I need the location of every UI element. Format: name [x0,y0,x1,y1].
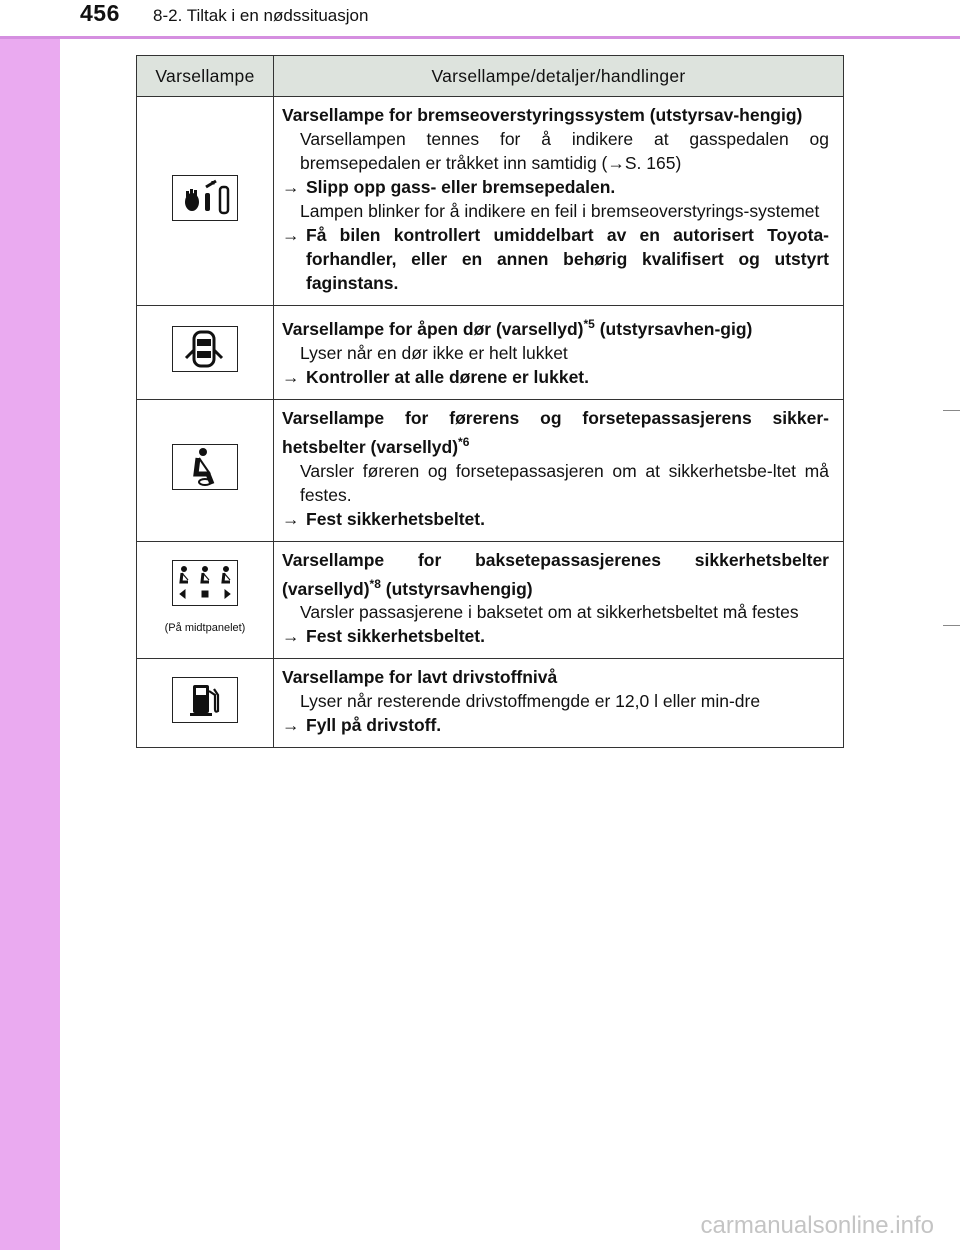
margin-tick [943,410,960,411]
action-text: Få bilen kontrollert umiddelbart av en autorisert Toyota-forhandler, eller en annen behørig kvalifisert og utstyrt faginstans. [306,225,829,293]
table-row [137,541,844,659]
rear-seatbelt-icon [172,560,238,612]
warning-description: Varsellampen tennes for å indikere at gasspedalen og bremsepedalen er tråkket inn samtidig (→S. 165) [300,129,829,173]
action-instruction [282,624,829,648]
warning-title-text: Varsellampe for førerens og forsetepassasjerens sikker-hetsbelter (varsellyd) [282,407,829,457]
warning-title-suffix: (utstyrsavhengig) [380,578,533,599]
footnote-ref: *8 [369,576,381,591]
table-row [137,399,844,541]
arrow-right-icon: → [282,366,300,387]
warning-details-cell [274,97,844,306]
seatbelt-icon [172,444,238,496]
section-title: 8-2. Tiltak i en nødssituasjon [153,6,369,25]
footnote-ref: *5 [583,317,595,331]
warning-title-text: Varsellampe for bremseoverstyringssystem (utstyrsav-hengig) [282,105,803,125]
action-text: Kontroller at alle dørene er lukket. [306,366,589,387]
arrow-right-icon: → [282,177,300,197]
warning-description: Varsler føreren og forsetepassasjeren om at sikkerhetsbe-ltet må festes. [300,460,829,505]
warning-title [282,548,829,601]
warning-details-cell [274,659,844,748]
warning-title-text: Varsellampe for åpen dør (varsellyd) [282,318,584,339]
warning-title-text: Varsellampe for baksetepassasjerenes sikkerhetsbelter (varsellyd) [282,549,829,599]
brake-override-icon [172,175,238,227]
warning-details-cell [274,306,844,400]
arrow-right-icon: → [282,715,300,736]
warning-details-cell [274,399,844,541]
arrow-right-icon: → [282,626,300,647]
footnote-ref: *6 [458,434,470,449]
action-instruction [282,175,829,199]
table-header-row [137,56,844,97]
col-header-details: Varsellampe/detaljer/handlinger [274,56,844,97]
open-door-icon [172,326,238,378]
action-text: Fest sikkerhetsbeltet. [306,508,485,529]
table-row [137,97,844,306]
warning-icon-cell [137,306,274,400]
warning-description: Lyser når en dør ikke er helt lukket [300,342,568,363]
warning-title-text: Varsellampe for lavt drivstoffnivå [282,667,558,688]
arrow-right-icon: → [282,225,300,245]
table-row [137,306,844,400]
warning-icon-cell [137,399,274,541]
warning-title [282,103,829,127]
warning-title [282,665,829,689]
action-instruction [282,713,829,737]
warning-description: Lyser når resterende drivstoffmengde er 12,0 l eller min-dre [300,691,761,712]
warning-icon-cell [137,541,274,659]
page-side-band [0,0,60,1250]
warning-description: Lampen blinker for å indikere en feil i bremseoverstyrings-systemet [300,201,820,221]
header-rule [0,36,960,39]
warning-title [282,312,829,341]
warning-icon-cell [137,659,274,748]
warning-lights-table [136,55,844,748]
action-instruction [282,507,829,531]
header-band [0,0,960,36]
action-instruction [282,365,829,389]
action-instruction [282,223,829,295]
action-text: Fest sikkerhetsbeltet. [306,626,485,647]
table-row [137,659,844,748]
warning-icon-cell [137,97,274,306]
warning-title [282,406,829,459]
margin-tick [943,625,960,626]
icon-caption: (På midtpanelet) [164,622,246,635]
warning-details-cell [274,541,844,659]
watermark: carmanualsonline.info [700,1212,934,1239]
page-number: 456 [80,0,120,26]
action-text: Fyll på drivstoff. [306,715,442,736]
arrow-right-icon: → [282,508,300,529]
col-header-icon: Varsellampe [137,56,274,97]
warning-title-suffix: (utstyrsavhen-gig) [594,318,753,339]
warning-description: Varsler passasjerene i baksetet om at sikkerhetsbeltet må festes [300,602,799,623]
fuel-pump-icon [172,677,238,729]
action-text: Slipp opp gass- eller bremsepedalen. [306,177,616,197]
